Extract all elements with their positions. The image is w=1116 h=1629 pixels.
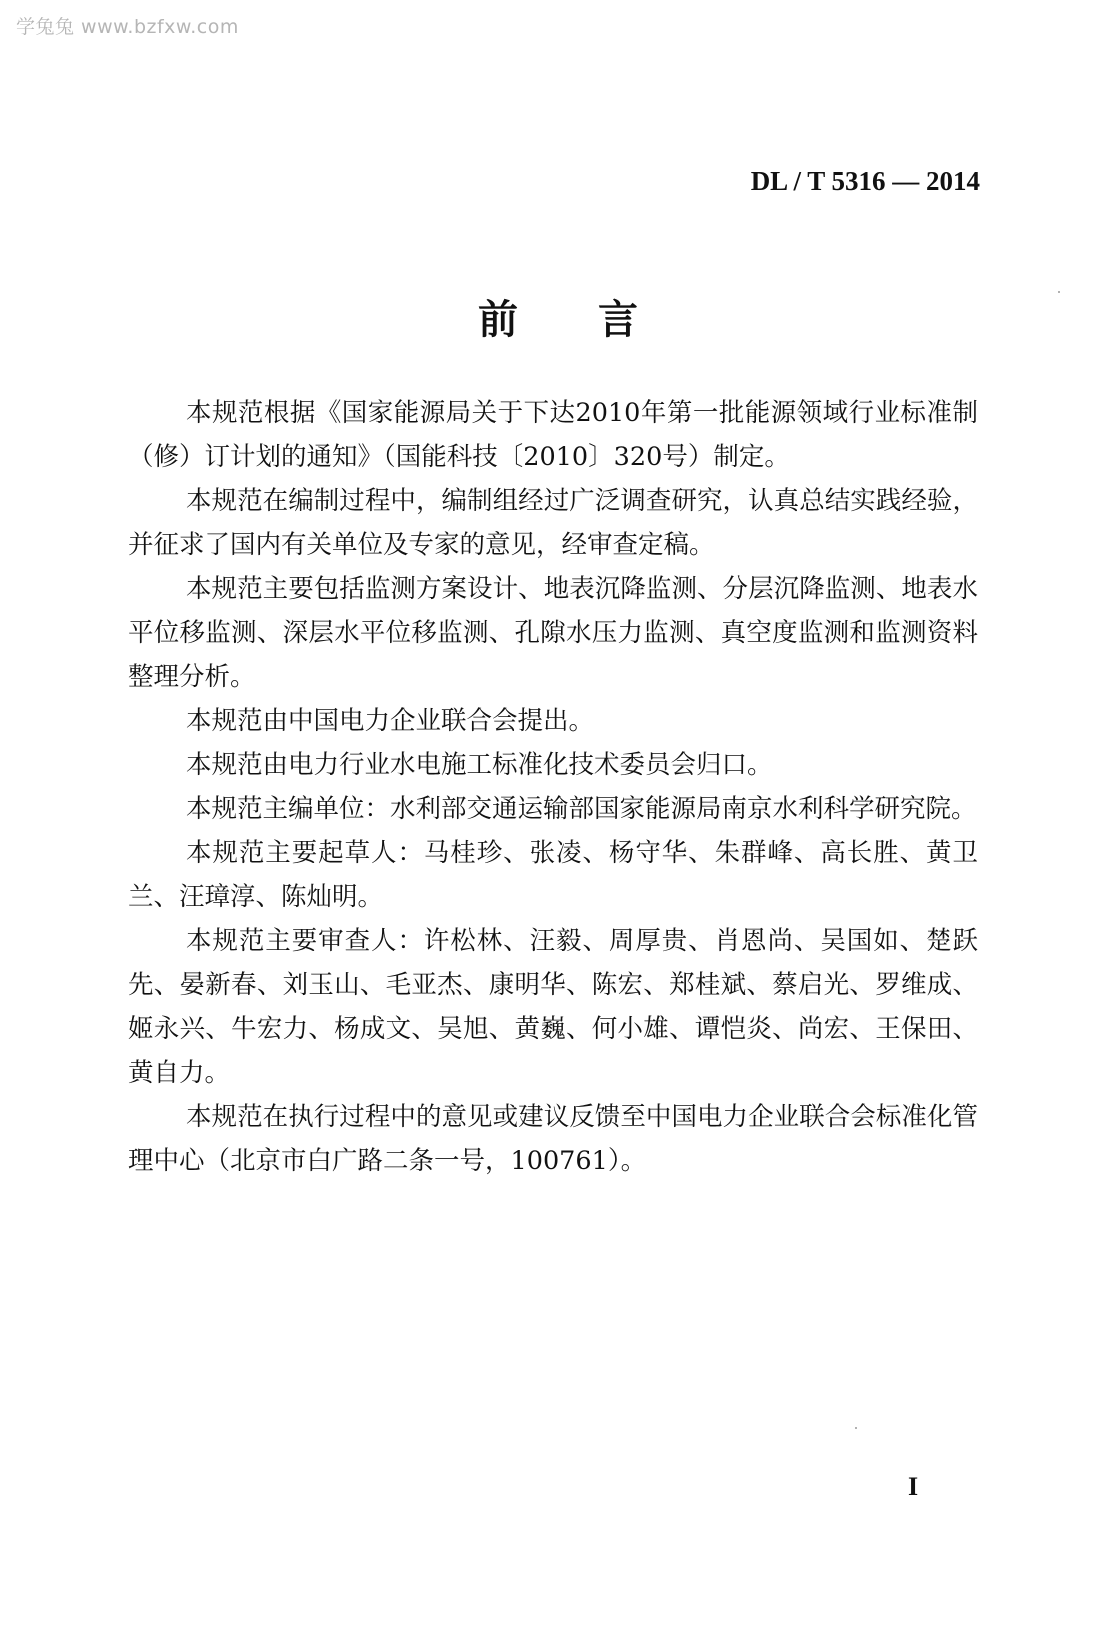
paragraph-drafters: 本规范主要起草人：马桂珍、张凌、杨守华、朱群峰、高长胜、黄卫兰、汪璋淳、陈灿明。 xyxy=(128,838,978,912)
paragraph-basis: 本规范根据《国家能源局关于下达2010年第一批能源领域行业标准制（修）订计划的通知》（国能科技〔2010〕320号）制定。 xyxy=(128,398,978,472)
page-number: I xyxy=(908,1472,919,1501)
paragraph-process: 本规范在编制过程中，编制组经过广泛调查研究，认真总结实践经验，并征求了国内有关单位及专家的意见，经审查定稿。 xyxy=(128,486,978,560)
paragraph-chief-unit: 本规范主编单位：水利部交通运输部国家能源局南京水利科学研究院。 xyxy=(186,794,977,824)
standard-code: DL / T 5316 — 2014 xyxy=(750,166,980,196)
paragraph-proposer: 本规范由中国电力企业联合会提出。 xyxy=(186,706,595,736)
scan-speck xyxy=(855,1427,857,1429)
preface-body xyxy=(128,391,978,1183)
scan-speck xyxy=(1058,291,1060,293)
page-title: 前言 xyxy=(478,296,718,343)
paragraph-contents: 本规范主要包括监测方案设计、地表沉降监测、分层沉降监测、地表水平位移监测、深层水平位移监测、孔隙水压力监测、真空度监测和监测资料整理分析。 xyxy=(128,574,978,692)
paragraph-feedback: 本规范在执行过程中的意见或建议反馈至中国电力企业联合会标准化管理中心（北京市白广路二条一号，100761）。 xyxy=(128,1102,978,1176)
paragraph-administrator: 本规范由电力行业水电施工标准化技术委员会归口。 xyxy=(186,750,773,780)
paragraph-reviewers: 本规范主要审查人：许松林、汪毅、周厚贵、肖恩尚、吴国如、楚跃先、晏新春、刘玉山、毛亚杰、康明华、陈宏、郑桂斌、蔡启光、罗维成、姬永兴、牛宏力、杨成文、吴旭、黄巍、何小雄、谭恺炎、尚宏、王保田、黄自力。 xyxy=(128,926,978,1088)
watermark-text: 学兔兔 www.bzfxw.com xyxy=(16,16,239,38)
